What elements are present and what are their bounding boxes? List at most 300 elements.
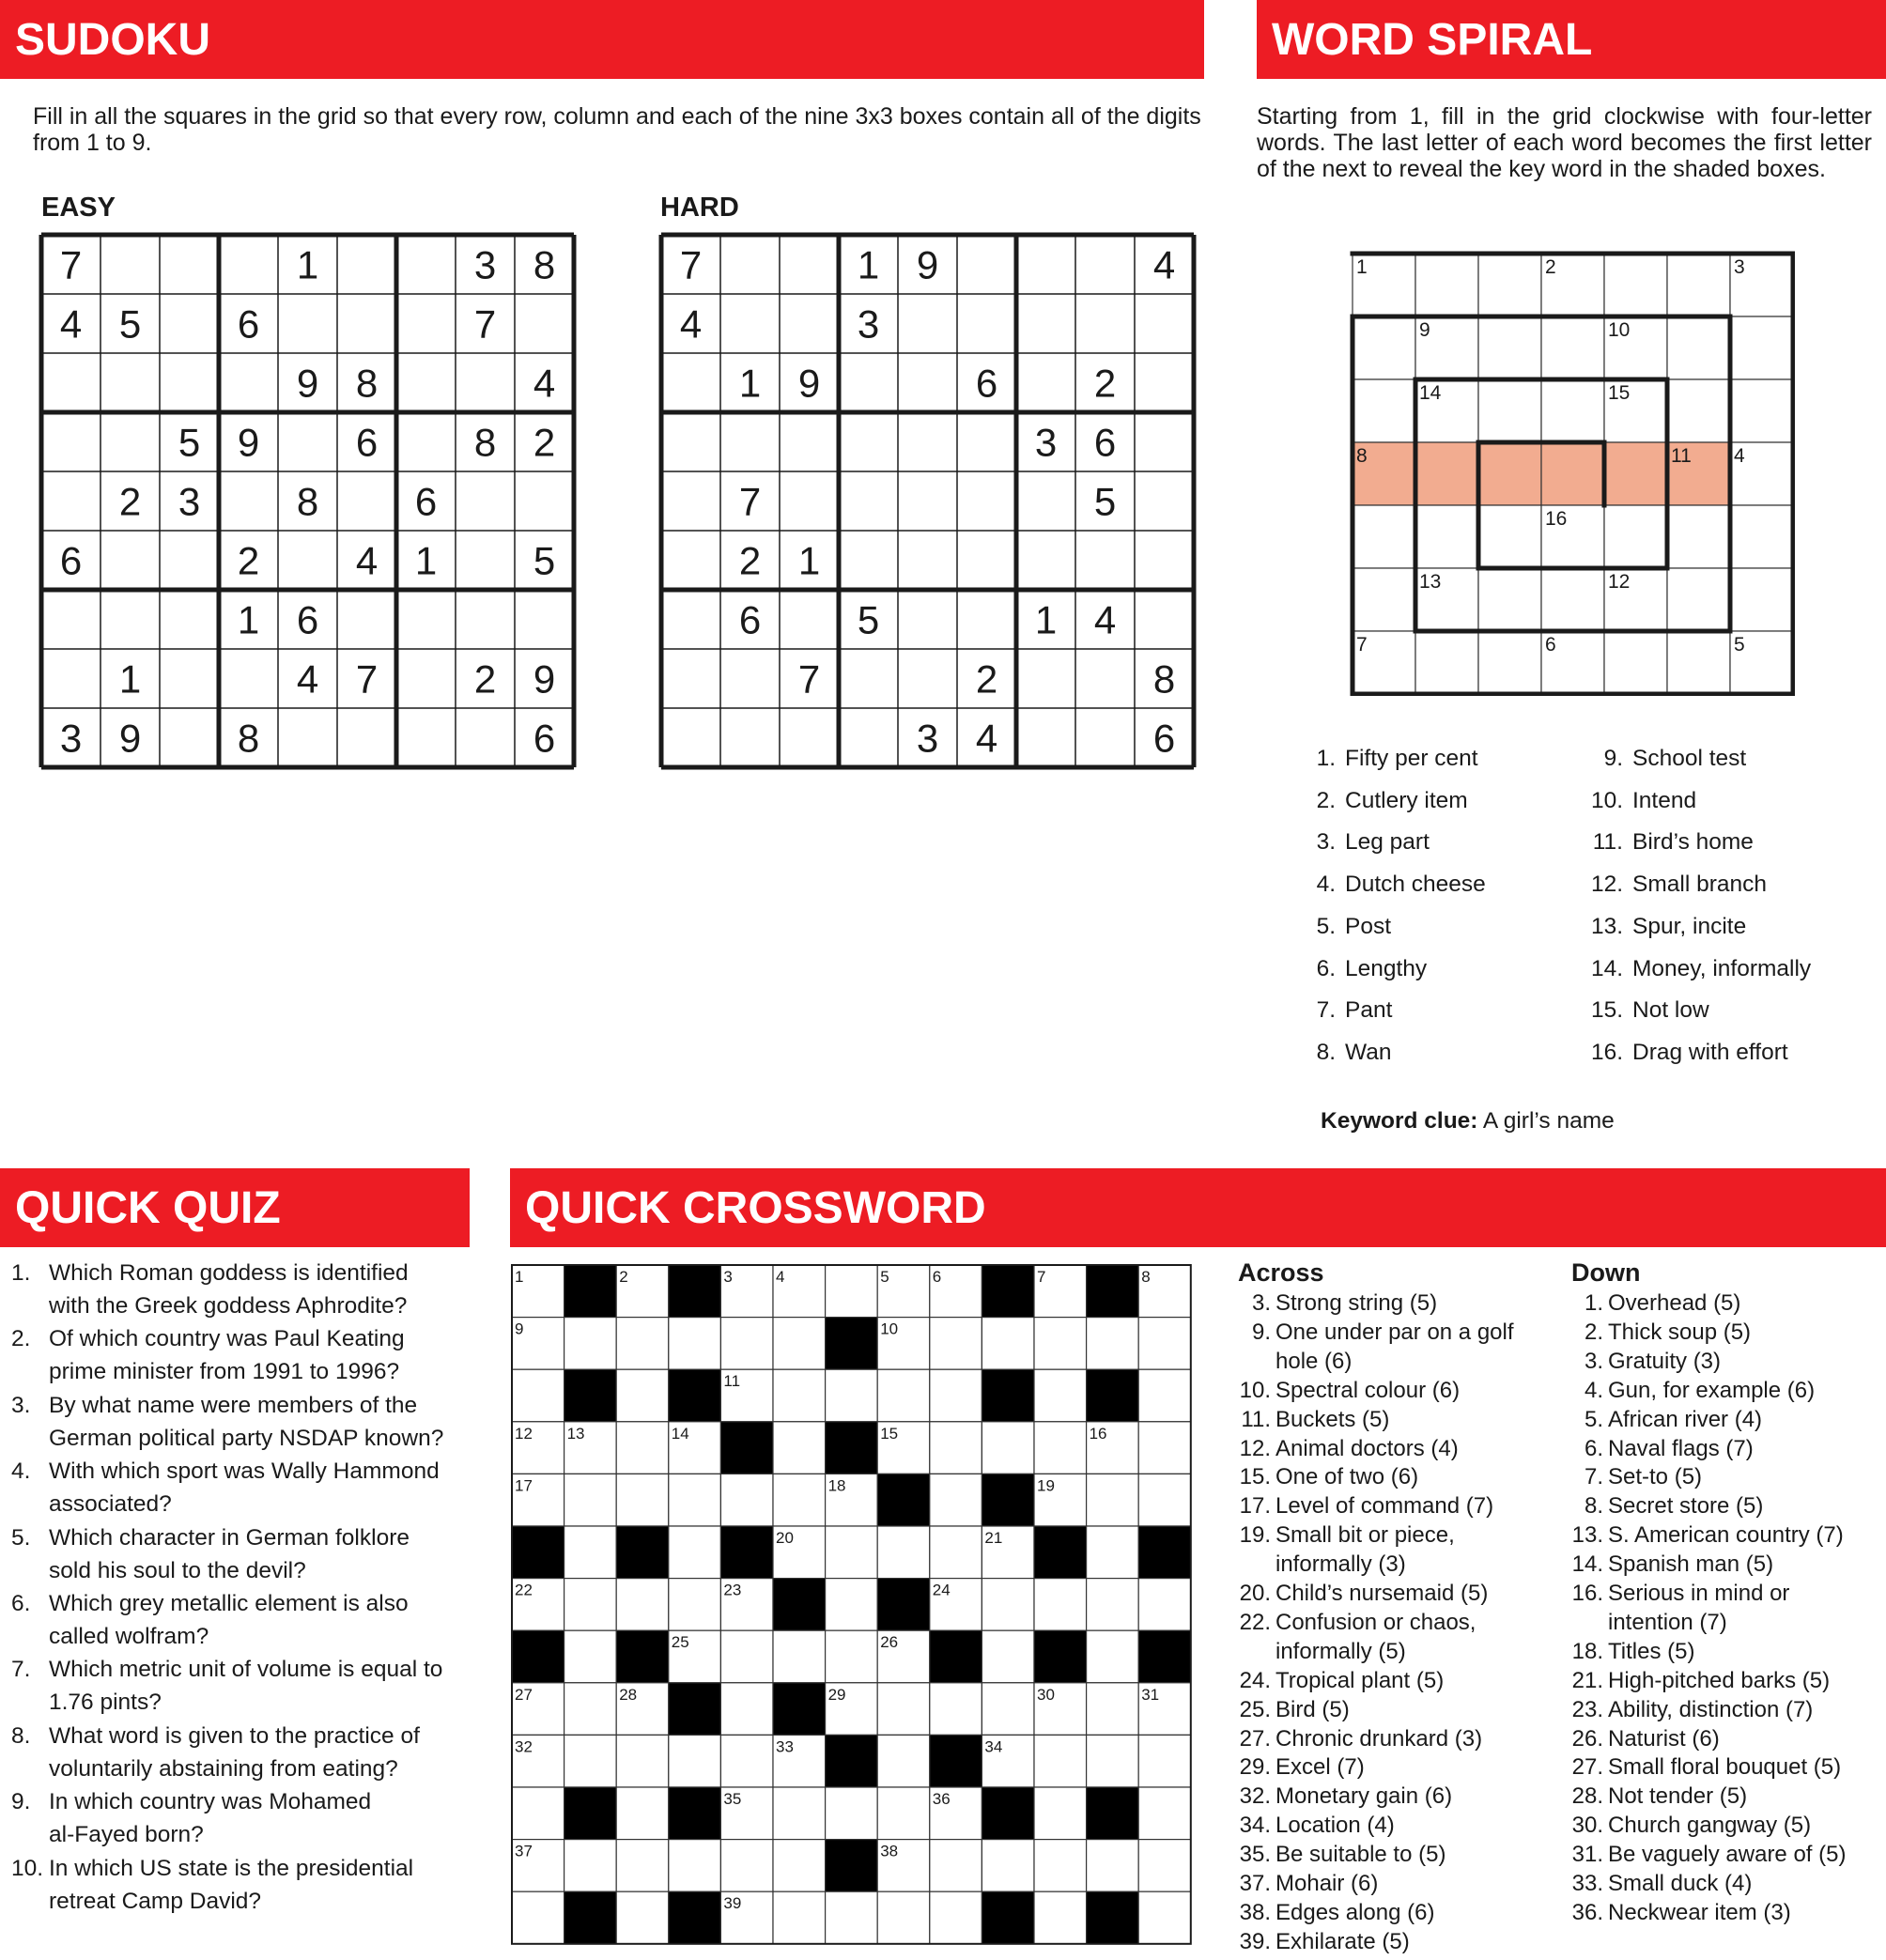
crossword-cell[interactable] [564, 1579, 617, 1631]
sudoku-cell[interactable] [41, 294, 100, 353]
spiral-cell[interactable] [1478, 631, 1541, 694]
sudoku-cell[interactable] [661, 294, 720, 353]
crossword-cell[interactable] [669, 1474, 721, 1526]
crossword-cell[interactable] [877, 1787, 930, 1840]
sudoku-easy-grid[interactable] [38, 231, 578, 771]
sudoku-cell[interactable] [1075, 708, 1135, 767]
sudoku-cell[interactable] [839, 294, 898, 353]
sudoku-cell[interactable] [1135, 471, 1194, 531]
spiral-cell[interactable] [1604, 505, 1667, 568]
sudoku-cell[interactable] [515, 531, 574, 590]
spiral-cell[interactable] [1353, 379, 1415, 442]
crossword-cell[interactable] [1087, 1630, 1139, 1683]
sudoku-cell[interactable] [1016, 471, 1075, 531]
sudoku-cell[interactable] [839, 708, 898, 767]
sudoku-cell[interactable] [337, 708, 396, 767]
sudoku-cell[interactable] [100, 235, 160, 294]
crossword-cell[interactable] [1138, 1891, 1191, 1944]
crossword-cell[interactable] [982, 1683, 1034, 1736]
sudoku-cell[interactable] [839, 649, 898, 708]
spiral-cell[interactable] [1353, 568, 1415, 631]
sudoku-cell[interactable] [1016, 708, 1075, 767]
sudoku-cell[interactable] [100, 412, 160, 471]
sudoku-given-digit: 5 [118, 301, 142, 347]
sudoku-cell[interactable] [278, 412, 337, 471]
crossword-cell[interactable] [982, 1840, 1034, 1892]
sudoku-cell[interactable] [160, 649, 219, 708]
sudoku-cell[interactable] [396, 235, 456, 294]
crossword-cell[interactable] [1034, 1891, 1087, 1944]
crossword-cell[interactable] [930, 1683, 982, 1736]
crossword-cell[interactable] [930, 1422, 982, 1474]
crossword-cell[interactable] [512, 1787, 564, 1840]
crossword-cell[interactable] [720, 1735, 773, 1787]
sudoku-cell[interactable] [1135, 590, 1194, 649]
crossword-cell-number: 13 [566, 1424, 585, 1443]
sudoku-cell[interactable] [219, 471, 278, 531]
sudoku-cell[interactable] [720, 412, 780, 471]
sudoku-cell[interactable] [839, 531, 898, 590]
spiral-cell-number: 13 [1419, 571, 1442, 593]
sudoku-cell[interactable] [1135, 412, 1194, 471]
sudoku-cell[interactable] [219, 235, 278, 294]
crossword-cell[interactable] [564, 1735, 617, 1787]
crossword-cell[interactable] [773, 1422, 826, 1474]
sudoku-cell[interactable] [396, 353, 456, 412]
sudoku-cell[interactable] [219, 353, 278, 412]
sudoku-cell[interactable] [957, 649, 1016, 708]
spiral-cell[interactable] [1667, 254, 1730, 316]
spiral-cell[interactable] [1415, 631, 1478, 694]
spiral-cell[interactable] [1478, 379, 1541, 442]
crossword-cell[interactable] [616, 1891, 669, 1944]
crossword-block [982, 1787, 1034, 1840]
spiral-cell[interactable] [1541, 379, 1604, 442]
quiz-question-number: 4. [11, 1458, 31, 1485]
sudoku-cell[interactable] [337, 471, 396, 531]
sudoku-cell[interactable] [957, 294, 1016, 353]
crossword-cell[interactable] [1138, 1579, 1191, 1631]
sudoku-cell[interactable] [1075, 353, 1135, 412]
sudoku-cell[interactable] [661, 590, 720, 649]
sudoku-cell[interactable] [839, 590, 898, 649]
sudoku-cell[interactable] [780, 294, 839, 353]
sudoku-cell[interactable] [456, 649, 515, 708]
spiral-cell[interactable] [1415, 254, 1478, 316]
sudoku-cell[interactable] [957, 353, 1016, 412]
crossword-block [512, 1630, 564, 1683]
spiral-cell[interactable] [1667, 379, 1730, 442]
sudoku-cell[interactable] [957, 590, 1016, 649]
sudoku-cell[interactable] [661, 531, 720, 590]
crossword-cell[interactable] [1087, 1579, 1139, 1631]
sudoku-cell[interactable] [100, 531, 160, 590]
spiral-cell[interactable] [1478, 254, 1541, 316]
sudoku-cell[interactable] [41, 531, 100, 590]
spiral-cell[interactable] [1541, 316, 1604, 379]
spiral-cell[interactable] [1541, 568, 1604, 631]
sudoku-cell[interactable] [100, 471, 160, 531]
sudoku-cell[interactable] [780, 649, 839, 708]
sudoku-cell[interactable] [957, 235, 1016, 294]
crossword-cell[interactable] [616, 1369, 669, 1422]
sudoku-cell[interactable] [278, 235, 337, 294]
sudoku-cell[interactable] [780, 412, 839, 471]
crossword-cell[interactable] [1138, 1840, 1191, 1892]
sudoku-cell[interactable] [661, 649, 720, 708]
sudoku-cell[interactable] [780, 353, 839, 412]
sudoku-cell[interactable] [219, 649, 278, 708]
spiral-cell[interactable] [1730, 568, 1793, 631]
sudoku-cell[interactable] [898, 412, 957, 471]
sudoku-cell[interactable] [898, 353, 957, 412]
sudoku-cell[interactable] [780, 590, 839, 649]
crossword-cell[interactable] [826, 1526, 878, 1579]
sudoku-cell[interactable] [1016, 294, 1075, 353]
spiral-cell[interactable] [1353, 505, 1415, 568]
spiral-cell[interactable] [1667, 316, 1730, 379]
crossword-cell[interactable] [982, 1318, 1034, 1370]
crossword-cell[interactable] [930, 1891, 982, 1944]
sudoku-cell[interactable] [456, 590, 515, 649]
sudoku-cell[interactable] [720, 471, 780, 531]
sudoku-cell[interactable] [898, 531, 957, 590]
crossword-cell[interactable] [564, 1526, 617, 1579]
sudoku-cell[interactable] [720, 294, 780, 353]
sudoku-cell[interactable] [41, 590, 100, 649]
sudoku-cell[interactable] [839, 235, 898, 294]
crossword-cell[interactable] [1087, 1840, 1139, 1892]
crossword-cell[interactable] [720, 1474, 773, 1526]
crossword-cell[interactable] [1138, 1735, 1191, 1787]
sudoku-cell[interactable] [898, 708, 957, 767]
crossword-cell[interactable] [1087, 1526, 1139, 1579]
spiral-cell[interactable] [1730, 505, 1793, 568]
sudoku-cell[interactable] [100, 708, 160, 767]
sudoku-cell[interactable] [337, 235, 396, 294]
crossword-cell[interactable] [720, 1630, 773, 1683]
sudoku-cell[interactable] [278, 353, 337, 412]
sudoku-cell[interactable] [661, 235, 720, 294]
sudoku-cell[interactable] [780, 531, 839, 590]
crossword-cell[interactable] [930, 1318, 982, 1370]
sudoku-cell[interactable] [1016, 353, 1075, 412]
sudoku-cell[interactable] [839, 471, 898, 531]
sudoku-cell[interactable] [898, 649, 957, 708]
sudoku-cell[interactable] [456, 353, 515, 412]
sudoku-cell[interactable] [1135, 235, 1194, 294]
sudoku-cell[interactable] [720, 590, 780, 649]
sudoku-cell[interactable] [661, 708, 720, 767]
sudoku-cell[interactable] [219, 708, 278, 767]
crossword-cell[interactable] [1138, 1318, 1191, 1370]
clue-number: 26. [1571, 1725, 1603, 1752]
crossword-cell[interactable] [616, 1840, 669, 1892]
crossword-cell[interactable] [877, 1369, 930, 1422]
sudoku-cell[interactable] [160, 412, 219, 471]
sudoku-cell[interactable] [1135, 353, 1194, 412]
crossword-cell[interactable] [877, 1526, 930, 1579]
crossword-cell[interactable] [930, 1526, 982, 1579]
crossword-cell[interactable] [512, 1369, 564, 1422]
sudoku-cell[interactable] [219, 590, 278, 649]
sudoku-cell[interactable] [219, 412, 278, 471]
crossword-cell[interactable] [1087, 1735, 1139, 1787]
spiral-cell[interactable] [1478, 316, 1541, 379]
crossword-cell[interactable] [1087, 1683, 1139, 1736]
crossword-cell[interactable] [877, 1891, 930, 1944]
crossword-cell[interactable] [1034, 1787, 1087, 1840]
sudoku-cell[interactable] [1075, 412, 1135, 471]
spiral-cell[interactable] [1604, 631, 1667, 694]
sudoku-cell[interactable] [396, 708, 456, 767]
crossword-cell[interactable] [616, 1318, 669, 1370]
sudoku-cell[interactable] [515, 471, 574, 531]
crossword-cell[interactable] [564, 1318, 617, 1370]
crossword-cell[interactable] [512, 1891, 564, 1944]
sudoku-cell[interactable] [515, 590, 574, 649]
sudoku-cell[interactable] [160, 235, 219, 294]
sudoku-cell[interactable] [515, 412, 574, 471]
sudoku-cell[interactable] [41, 353, 100, 412]
sudoku-cell[interactable] [41, 471, 100, 531]
sudoku-cell[interactable] [515, 235, 574, 294]
spiral-cell[interactable] [1478, 505, 1541, 568]
crossword-cell[interactable] [1138, 1787, 1191, 1840]
sudoku-cell[interactable] [1075, 471, 1135, 531]
sudoku-given-digit: 4 [296, 656, 319, 702]
sudoku-cell[interactable] [396, 294, 456, 353]
crossword-cell[interactable] [1138, 1474, 1191, 1526]
crossword-cell[interactable] [773, 1369, 826, 1422]
sudoku-cell[interactable] [1075, 235, 1135, 294]
sudoku-cell[interactable] [100, 353, 160, 412]
sudoku-cell[interactable] [1135, 294, 1194, 353]
crossword-cell[interactable] [616, 1735, 669, 1787]
crossword-cell[interactable] [669, 1735, 721, 1787]
crossword-cell[interactable] [720, 1683, 773, 1736]
spiral-cell-shaded[interactable] [1478, 442, 1541, 505]
sudoku-cell[interactable] [780, 708, 839, 767]
sudoku-cell[interactable] [720, 708, 780, 767]
crossword-grid[interactable] [510, 1263, 1192, 1945]
crossword-cell[interactable] [669, 1318, 721, 1370]
sudoku-cell[interactable] [456, 531, 515, 590]
sudoku-cell[interactable] [720, 235, 780, 294]
sudoku-cell[interactable] [278, 531, 337, 590]
sudoku-cell[interactable] [219, 294, 278, 353]
sudoku-cell[interactable] [41, 708, 100, 767]
spiral-cell-shaded[interactable] [1415, 442, 1478, 505]
sudoku-cell[interactable] [1016, 590, 1075, 649]
crossword-cell[interactable] [773, 1787, 826, 1840]
sudoku-cell[interactable] [337, 590, 396, 649]
sudoku-cell[interactable] [898, 235, 957, 294]
sudoku-cell[interactable] [278, 471, 337, 531]
sudoku-cell[interactable] [898, 294, 957, 353]
sudoku-cell[interactable] [456, 412, 515, 471]
crossword-cell[interactable] [669, 1840, 721, 1892]
crossword-cell[interactable] [616, 1787, 669, 1840]
sudoku-cell[interactable] [1016, 412, 1075, 471]
sudoku-cell[interactable] [396, 471, 456, 531]
sudoku-cell[interactable] [160, 294, 219, 353]
sudoku-cell[interactable] [661, 353, 720, 412]
sudoku-cell[interactable] [160, 353, 219, 412]
sudoku-cell[interactable] [160, 708, 219, 767]
crossword-cell[interactable] [616, 1422, 669, 1474]
sudoku-cell[interactable] [1135, 708, 1194, 767]
sudoku-cell[interactable] [839, 412, 898, 471]
sudoku-cell[interactable] [100, 294, 160, 353]
crossword-cell[interactable] [1034, 1318, 1087, 1370]
crossword-cell[interactable] [1034, 1735, 1087, 1787]
sudoku-cell[interactable] [456, 708, 515, 767]
sudoku-cell[interactable] [278, 708, 337, 767]
sudoku-cell[interactable] [720, 531, 780, 590]
sudoku-cell[interactable] [515, 649, 574, 708]
sudoku-cell[interactable] [396, 412, 456, 471]
sudoku-cell[interactable] [41, 649, 100, 708]
crossword-cell[interactable] [564, 1630, 617, 1683]
spiral-cell-shaded[interactable] [1604, 442, 1667, 505]
spiral-cell[interactable] [1415, 505, 1478, 568]
crossword-cell[interactable] [826, 1369, 878, 1422]
sudoku-cell[interactable] [100, 590, 160, 649]
crossword-cell[interactable] [1138, 1422, 1191, 1474]
crossword-cell[interactable] [669, 1526, 721, 1579]
sudoku-cell[interactable] [898, 471, 957, 531]
crossword-cell[interactable] [669, 1579, 721, 1631]
spiral-cell-shaded[interactable] [1541, 442, 1604, 505]
sudoku-cell[interactable] [160, 531, 219, 590]
spiral-cell[interactable] [1667, 505, 1730, 568]
sudoku-cell[interactable] [278, 649, 337, 708]
crossword-cell[interactable] [773, 1474, 826, 1526]
sudoku-cell[interactable] [337, 649, 396, 708]
sudoku-cell[interactable] [515, 294, 574, 353]
spiral-cell[interactable] [1604, 254, 1667, 316]
sudoku-cell[interactable] [720, 353, 780, 412]
sudoku-cell[interactable] [1135, 531, 1194, 590]
crossword-cell[interactable] [1034, 1369, 1087, 1422]
crossword-cell[interactable] [1034, 1422, 1087, 1474]
crossword-cell[interactable] [1087, 1474, 1139, 1526]
sudoku-cell[interactable] [219, 531, 278, 590]
sudoku-cell[interactable] [41, 412, 100, 471]
sudoku-cell[interactable] [456, 471, 515, 531]
spiral-cell[interactable] [1478, 568, 1541, 631]
crossword-cell[interactable] [877, 1735, 930, 1787]
sudoku-cell[interactable] [720, 649, 780, 708]
sudoku-cell[interactable] [337, 531, 396, 590]
crossword-cell[interactable] [826, 1891, 878, 1944]
sudoku-cell[interactable] [1075, 649, 1135, 708]
sudoku-cell[interactable] [1016, 531, 1075, 590]
sudoku-cell[interactable] [839, 353, 898, 412]
crossword-cell[interactable] [982, 1422, 1034, 1474]
sudoku-cell[interactable] [337, 294, 396, 353]
crossword-cell[interactable] [564, 1474, 617, 1526]
sudoku-cell[interactable] [661, 412, 720, 471]
sudoku-cell[interactable] [456, 235, 515, 294]
crossword-cell[interactable] [720, 1840, 773, 1892]
crossword-cell[interactable] [826, 1265, 878, 1318]
crossword-cell[interactable] [930, 1474, 982, 1526]
sudoku-cell[interactable] [396, 531, 456, 590]
spiral-cell[interactable] [1730, 316, 1793, 379]
spiral-clue-number: 15. [1590, 997, 1623, 1024]
sudoku-cell[interactable] [780, 235, 839, 294]
spiral-cell[interactable] [1667, 631, 1730, 694]
sudoku-cell[interactable] [957, 412, 1016, 471]
sudoku-cell[interactable] [957, 471, 1016, 531]
sudoku-cell[interactable] [396, 590, 456, 649]
crossword-cell[interactable] [616, 1474, 669, 1526]
sudoku-cell[interactable] [898, 590, 957, 649]
sudoku-cell[interactable] [1135, 649, 1194, 708]
sudoku-cell[interactable] [780, 471, 839, 531]
crossword-cell[interactable] [564, 1840, 617, 1892]
sudoku-cell[interactable] [396, 649, 456, 708]
sudoku-cell[interactable] [957, 531, 1016, 590]
crossword-cell[interactable] [826, 1787, 878, 1840]
crossword-cell[interactable] [564, 1683, 617, 1736]
sudoku-hard-grid[interactable] [657, 231, 1198, 771]
sudoku-cell[interactable] [515, 708, 574, 767]
sudoku-cell[interactable] [1075, 294, 1135, 353]
sudoku-cell[interactable] [1075, 531, 1135, 590]
spiral-cell[interactable] [1353, 316, 1415, 379]
sudoku-cell[interactable] [456, 294, 515, 353]
sudoku-cell[interactable] [957, 708, 1016, 767]
sudoku-cell[interactable] [337, 412, 396, 471]
sudoku-cell[interactable] [160, 471, 219, 531]
crossword-cell[interactable] [930, 1840, 982, 1892]
crossword-cell[interactable] [982, 1579, 1034, 1631]
crossword-cell[interactable] [1034, 1840, 1087, 1892]
sudoku-cell[interactable] [337, 353, 396, 412]
crossword-cell[interactable] [930, 1369, 982, 1422]
word-spiral-grid[interactable] [1349, 250, 1795, 696]
crossword-cell[interactable] [1034, 1579, 1087, 1631]
sudoku-cell[interactable] [160, 590, 219, 649]
sudoku-cell[interactable] [515, 353, 574, 412]
crossword-cell[interactable] [982, 1630, 1034, 1683]
spiral-cell[interactable] [1730, 379, 1793, 442]
crossword-cell[interactable] [1138, 1369, 1191, 1422]
sudoku-cell[interactable] [661, 471, 720, 531]
spiral-cell[interactable] [1667, 568, 1730, 631]
crossword-cell[interactable] [1087, 1318, 1139, 1370]
crossword-cell[interactable] [826, 1630, 878, 1683]
crossword-cell[interactable] [616, 1579, 669, 1631]
sudoku-cell[interactable] [1075, 590, 1135, 649]
crossword-cell[interactable] [720, 1318, 773, 1370]
crossword-cell[interactable] [773, 1891, 826, 1944]
sudoku-cell[interactable] [278, 294, 337, 353]
crossword-cell[interactable] [773, 1318, 826, 1370]
crossword-cell[interactable] [773, 1840, 826, 1892]
sudoku-cell[interactable] [41, 235, 100, 294]
crossword-cell[interactable] [877, 1683, 930, 1736]
crossword-cell[interactable] [826, 1579, 878, 1631]
sudoku-cell[interactable] [1016, 235, 1075, 294]
sudoku-cell[interactable] [278, 590, 337, 649]
sudoku-cell[interactable] [100, 649, 160, 708]
crossword-cell[interactable] [773, 1630, 826, 1683]
sudoku-cell[interactable] [1016, 649, 1075, 708]
